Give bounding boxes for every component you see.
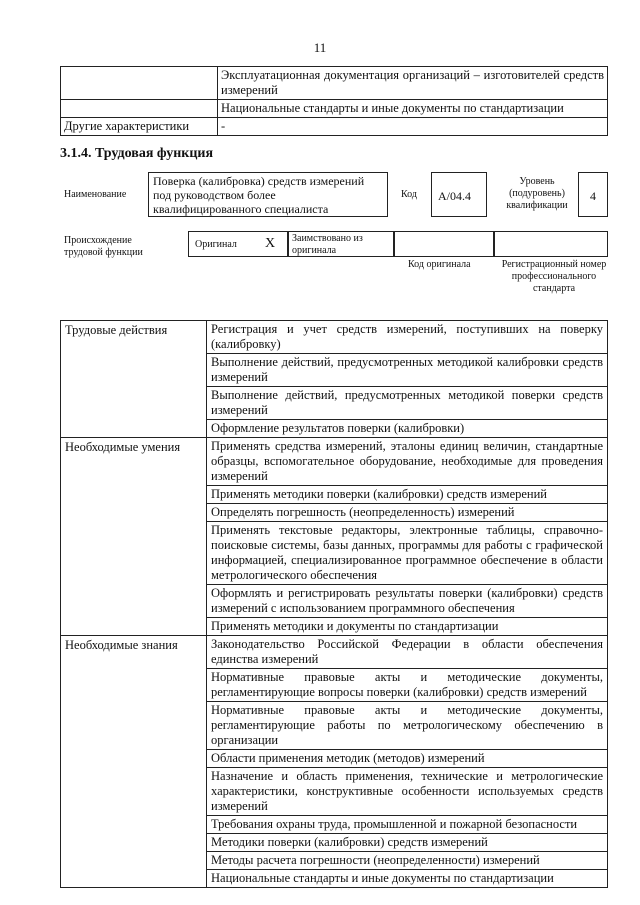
code-label: Код [401, 189, 417, 200]
item-cell: Выполнение действий, предусмотренных методикой поверки средств измерений [207, 387, 608, 420]
item-cell: Регистрация и учет средств измерений, поступивших на поверку (калибровку) [207, 321, 608, 354]
row-value: - [218, 118, 608, 136]
row-value: Эксплуатационная документация организаций – изготовителей средств измерений [218, 67, 608, 100]
level-box: 4 [578, 172, 608, 217]
item-cell: Применять методики и документы по стандартизации [207, 618, 608, 636]
borrowed-cell: Заимствовано из оригинала [288, 231, 394, 257]
code-original-label: Код оригинала [408, 259, 471, 270]
top-continuation-table [60, 66, 608, 136]
item-cell: Методы расчета погрешности (неопределенности) измерений [207, 852, 608, 870]
row-label [61, 67, 218, 100]
row-value: Национальные стандарты и иные документы по стандартизации [218, 100, 608, 118]
item-cell: Назначение и область применения, технические и метрологические характеристики, конструктивные особенности используемых средств измерений [207, 768, 608, 816]
table-row [61, 438, 608, 486]
item-cell: Национальные стандарты и иные документы по стандартизации [207, 870, 608, 888]
item-cell: Требования охраны труда, промышленной и пожарной безопасности [207, 816, 608, 834]
item-cell: Оформление результатов поверки (калибровки) [207, 420, 608, 438]
item-cell: Применять текстовые редакторы, электронные таблицы, справочно-поисковые системы, базы данных, программы для работы с графической информацией, специализированное программное обеспечение в области метрологического обеспечения [207, 522, 608, 585]
table-row [61, 100, 608, 118]
name-label: Наименование [64, 189, 127, 200]
table-row [61, 67, 608, 100]
item-cell: Нормативные правовые акты и методические документы, регламентирующие вопросы поверки (калибровки) средств измерений [207, 669, 608, 702]
original-label: Оригинал [195, 239, 237, 250]
item-cell: Определять погрешность (неопределенность) измерений [207, 504, 608, 522]
original-mark: X [265, 236, 276, 251]
item-cell: Применять средства измерений, эталоны единиц величин, стандартные образцы, вспомогательное оборудование, необходимые для проведения измерений [207, 438, 608, 486]
category-cell: Трудовые действия [61, 321, 207, 438]
item-cell: Области применения методик (методов) измерений [207, 750, 608, 768]
row-label [61, 100, 218, 118]
item-cell: Нормативные правовые акты и методические документы, регламентирующие работы по метрологическому обеспечению в организации [207, 702, 608, 750]
table-row [61, 636, 608, 669]
table-row [61, 321, 608, 354]
item-cell: Оформлять и регистрировать результаты поверки (калибровки) средств измерений с использованием программного обеспечения [207, 585, 608, 618]
item-cell: Применять методики поверки (калибровки) средств измерений [207, 486, 608, 504]
level-label: Уровень (подуровень) квалификации [506, 176, 568, 211]
function-name-box: Поверка (калибровка) средств измерений под руководством более квалифицированного специалиста [148, 172, 388, 217]
page-number: 11 [313, 40, 327, 55]
table-row [61, 118, 608, 136]
row-label: Другие характеристики [61, 118, 218, 136]
function-details-table [60, 320, 608, 888]
section-title: 3.1.4. Трудовая функция [60, 146, 214, 161]
original-cell [188, 231, 288, 257]
item-cell: Методики поверки (калибровки) средств измерений [207, 834, 608, 852]
reg-number-label: Регистрационный номер профессионального стандарта [501, 259, 607, 294]
item-cell: Законодательство Российской Федерации в области обеспечения единства измерений [207, 636, 608, 669]
code-original-cell [394, 231, 494, 257]
reg-number-cell [494, 231, 608, 257]
category-cell: Необходимые умения [61, 438, 207, 636]
item-cell: Выполнение действий, предусмотренных методикой калибровки средств измерений [207, 354, 608, 387]
function-code-box: A/04.4 [431, 172, 487, 217]
category-cell: Необходимые знания [61, 636, 207, 888]
origin-label: Происхождение трудовой функции [64, 235, 143, 258]
